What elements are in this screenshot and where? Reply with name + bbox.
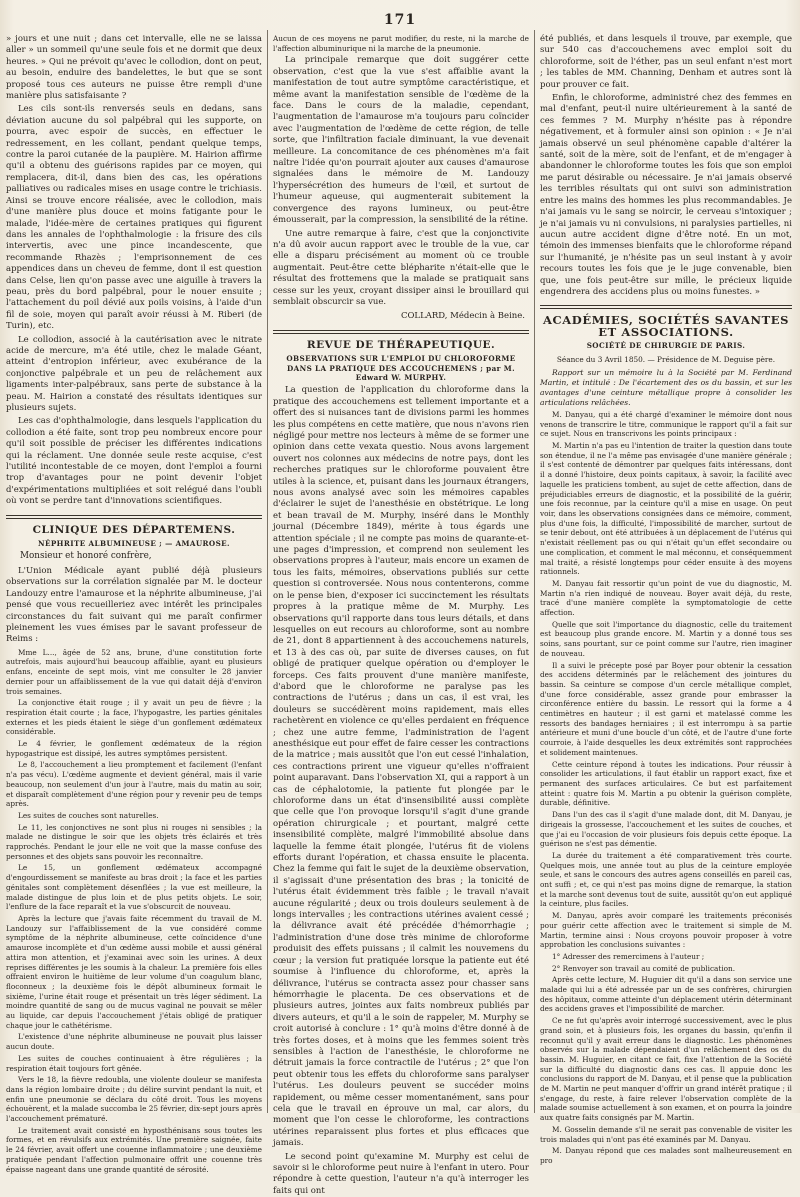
case-paragraph: Les suites de couches sont naturelles. — [18, 810, 159, 820]
paragraph: 2° Renvoyer son travail au comité de publication. — [552, 963, 736, 973]
paragraph: L'Union Médicale ayant publié déjà plusieurs observations sur la corrélation signalée par M. le docteur Landouzy entre l'amaurose et la néphrite albumineuse, j'ai pensé que vous recueilleriez avec intérêt les principales circonstances du fait suivant qui me paraît confirmer pleinement les vues émises par le savant professeur de Reims : — [6, 565, 262, 645]
case-paragraph: Mme L..., âgée de 52 ans, brune, d'une constitution forte autrefois, mais aujourd'hui beaucoup affaiblie, ayant eu plusieurs enfans, enceinte de sept mois, vint me consulter le 28 janvier dernier pour un affaiblissement de la vue qui datait déjà d'environ trois semaines. — [6, 647, 262, 696]
paragraph: Le collodion, associé à la cautérisation avec le nitrate acide de mercure, m'a été utile, chez le malade Géant, atteint d'entropion inférieur, avec exubérance de la conjonctive palpébrale et un peu de relâchement aux ligaments inter-palpébraux, sans perte de substance à la peau. M. Hairion a constaté des résultats identiques sur plusieurs sujets. — [6, 334, 262, 413]
column-1 — [6, 34, 262, 1174]
case-paragraph: Après la lecture que j'avais faite récemment du travail de M. Landouzy sur l'affaiblissement de la vue considéré comme symptôme de la néphrite albumineuse, cette coïncidence d'une amaurose incomplète et d'un œdème aussi mobile et aussi général attira mon attention, et j'examinai avec soin les urines. A deux reprises différentes je les soumis à la chaleur. La première fois elles offraient environ le huitième de leur volume d'un coagulum blanc, floconneux ; la deuxième fois le dépôt albumineux formait le sixième, l'urine était rouge et présentait un très léger sédiment. La moindre quantité de sang ou de mucus vaginal ne pouvait se mêler au liquide, car depuis l'accouchement j'étais obligé de pratiquer chaque jour le cathétérisme. — [6, 914, 262, 1030]
paragraph: Quelle que soit l'importance du diagnostic, celle du traitement est beaucoup plus grande encore. M. Martin y a donné tous ses soins, sans pourtant, sur ce point comme sur l'autre, rien imaginer de nouveau. — [540, 619, 792, 658]
section-divider — [540, 305, 792, 309]
paragraph: M. Danyau fait ressortir qu'un point de vue du diagnostic, M. Martin n'a rien indiqué de nouveau. Boyer avait déjà, du reste, tracé d'une manière complète la symptomatologie de cette affection. — [540, 578, 792, 618]
paragraph: M. Danyau, qui a été chargé d'examiner le mémoire dont nous venons de transcrire le titre, communique le rapport qu'il a fait sur ce sujet. Nous en transcrivons les points principaux : — [540, 409, 792, 439]
paragraph: Dans l'un des cas il s'agit d'une malade dont, dit M. Danyau, je dirigeais la grossesse, l'accouchement et les suites de couches, et que j'ai eu l'occasion de voir plusieurs fois depuis cette époque. La guérison ne s'est pas démentie. — [540, 810, 792, 849]
paragraph: Après cette lecture, M. Huguier dit qu'il a dans son service une malade qui lui a été adressée par un de ses confrères, chirurgien des hôpitaux, comme atteinte d'un déplacement utérin déterminant des accidens graves et l'impossibilité de marcher. — [540, 975, 792, 1014]
paragraph: La principale remarque que doit suggérer cette observation, c'est que la vue s'est affaiblie avant la manifestation de tout autre symptôme caractéristique, et même avant la manifestation sensible de l'œdème de la face. Dans le cours de la maladie, cependant, l'augmentation de l'amaurose m'a toujours paru coïncider avec l'augmentation de l'œdème de cette région, de telle sorte, que l'infiltration faciale diminuant, la vue devenait meilleure. La concomitance de ces phénomènes m'a fait naître l'idée qu'on pourrait ajouter aux causes d'amaurose signalées dans le mémoire de M. Landouzy l'hypersécrétion des humeurs de l'œil, et surtout de l'humeur aqueuse, qui augmenterait subitement la convergence des rayons lumineux, ou peut-être émousserait, par la compression, la sensibilité de la rétine. — [273, 55, 529, 226]
column-2 — [273, 34, 529, 1196]
paragraph: La durée du traitement a été comparativement très courte. Quelques mois, une année tout au plus de la ceinture employée seule, et sans le concours des autres agens conseillés en pareil cas, ont suffi ; et, ce qui n'est pas moins digne de remarque, la station et la marche sont devenus tout de suite, aussitôt qu'on eut appliqué la ceinture, plus faciles. — [540, 850, 792, 909]
revue-heading: REVUE DE THÉRAPEUTIQUE. — [306, 338, 496, 351]
paragraph: » jours et une nuit ; dans cet intervalle, elle ne se laissa aller » un sommeil qu'une seule fois et ne dormit que deux heures. » Qui ne prévoit qu'avec le collodion, dont on peut, au besoin, enduire des bandelettes, le but que se sont proposé tous ces auteurs ne puisse être rempli d'une manière plus satisfaisante ? — [6, 34, 262, 102]
case-paragraph: Le 11, les conjonctives ne sont plus ni rouges ni sensibles ; la malade ne distingue le soir que les objets très éclairés et très rapprochés. Pendant le jour elle ne voit que la masse confuse des personnes et des objets sans pouvoir les reconnaître. — [6, 822, 262, 861]
case-paragraph: Vers le 18, la fièvre redoubla, une violente douleur se manifesta dans la région lombaire droite ; du délire survint pendant la nuit, et enfin une pneumonie se déclara du côté droit. Tous les moyens échouèrent, et la malade succomba le 25 février, dix-sept jours après l'accouchement prématuré. — [6, 1075, 262, 1124]
case-paragraph: Les suites de couches continuaient à être régulières ; la respiration était toujours fort gênée. — [6, 1053, 262, 1073]
column-rule-2 — [534, 30, 535, 1113]
seance-line: Séance du 3 Avril 1850. — Présidence de M. Deguise père. — [556, 354, 776, 364]
academies-heading: ACADÉMIES, SOCIÉTÉS SAVANTES ET ASSOCIATIONS. — [542, 313, 790, 339]
signature: COLLARD, Médecin à Beine. — [400, 311, 525, 322]
paragraph: M. Martin n'a pas eu l'intention de traiter la question dans toute son étendue, il ne l'a même pas envisagée d'une manière générale ; il s'est contenté de démontrer par quelques faits intéressans, dont il a donné l'histoire, deux points capitaux, à savoir, la facilité avec laquelle les praticiens tombent, au sujet de cette affection, dans de préjudiciables erreurs de diagnostic, et la possibilité de la guérir, une fois reconnue, par la ceinture qu'il a mise en usage. On peut voir, dans les observations consignées dans ce mémoire, comment, plus d'une fois, la difficulté, l'impossibilité de marcher, surtout de se tenir debout, ont été attribuées à un déplacement de l'utérus qui n'existait réellement pas ou qui n'était qu'un effet secondaire ou une complication, et comment le mal méconnu, et conséquemment mal traité, a résisté longtemps pour céder ensuite à des moyens rationnels. — [540, 441, 792, 577]
paragraph: Une autre remarque à faire, c'est que la conjonctivite n'a dû avoir aucun rapport avec le trouble de la vue, car elle a disparu précisément au moment où ce trouble augmentait. Peut-être cette blépharite n'était-elle que le résultat des frottemens que la malade se pratiquait sans cesse sur les yeux, croyant dissiper ainsi le brouillard qui semblait obscurcir sa vue. — [273, 228, 529, 307]
paragraph: Cette ceinture répond à toutes les indications. Pour réussir à consolider les articulations, il faut établir un rapport exact, fixe et permanent des surfaces articulaires. Ce but est parfaitement atteint : quatre fois M. Martin a pu obtenir la guérison complète, durable, définitive. — [540, 759, 792, 808]
paragraph: Les cils sont-ils renversés seuls en dedans, sans déviation aucune du sol palpébral qui les supporte, on pourra, avec espoir de succès, en effectuer le redressement, en les collant, pendant quelque temps, contre la paroi cutanée de la paupière. M. Hairion affirme qu'il a obtenu des guérisons rapides par ce moyen, qui remplacera, dit-il, dans bien des cas, les opérations palliatives ou radicales mises en usage contre le trichiasis. Ainsi se trouve encore réalisée, avec le collodion, mais d'une manière plus douce et moins fatigante pour le malade, l'idée-mère de certaines pratiques qui figurent dans les annales de l'ophthalmologie : la frisure des cils intervertis, avec une pince incandescente, que recommande Rhazès ; l'emprisonnement de ces appendices dans un cheveu de femme, dont il est question dans Celse, lien qu'on passe avec une aiguille à travers la peau, près du bord palpébral, pour le nouer ensuite ; l'attachement du poil dévié aux poils voisins, à l'aide d'un fil de soie, moyen qui paraît avoir réussi à M. Riberi (de Turin), etc. — [6, 104, 262, 332]
paragraph: Ce ne fut qu'après avoir interrogé successivement, avec le plus grand soin, et à plusieurs fois, les organes du bassin, qu'enfin il reconnut qu'il y avait erreur dans le diagnostic. Les phénomènes observés sur la malade dépendaient d'un relâchement des os du bassin. M. Huguier, en citant ce fait, fixe l'attention de la Société sur la difficulté du diagnostic dans ces cas. Il appuie donc les conclusions du rapport de M. Danyau, et il pense que la publication de M. Martin ne peut manquer d'offrir un grand intérêt pratique ; il s'engage, du reste, à faire relever l'observation complète de la malade soumise actuellement à son examen, et on pourra la joindre aux quatre faits consignés par M. Martin. — [540, 1016, 792, 1123]
clinique-subheading: NÉPHRITE ALBUMINEUSE ; — AMAUROSE. — [38, 539, 230, 549]
paragraph: été publiés, et dans lesquels il trouve, par exemple, que sur 540 cas d'accouchemens avec emploi soit du chloroforme, soit de l'éther, pas un seul enfant n'est mort ; les tables de MM. Channing, Denham et autres sont là pour prouver ce fait. — [540, 34, 792, 90]
page-number: 171 — [383, 12, 417, 28]
column-3 — [540, 34, 792, 1165]
paragraph: Le second point qu'examine M. Murphy est celui de savoir si le chloroforme peut nuire à l'enfant in utero. Pour répondre à cette question, l'auteur n'a qu'à interroger les faits qui ont — [273, 1151, 529, 1196]
paragraph: 1° Adresser des remercimens à l'auteur ; — [552, 951, 705, 961]
section-divider — [273, 330, 529, 334]
case-paragraph: Le 15, un gonflement œdémateux accompagné d'engourdissement se manifeste au bras droit ; la face et les parties génitales sont complètement désenflées ; la vue est meilleure, la malade distingue de plus loin et de plus petits objets. Le soir, l'enflure de la face reparaît et la vue s'obscurcit de nouveau. — [6, 863, 262, 912]
paragraph: La question de l'application du chloroforme dans la pratique des accouchemens est tellement importante et a offert des si nuisances tant de divisions parmi les hommes les plus compétens en cette matière, que nous n'avons rien négligé pour mettre nos lecteurs à même de se former une opinion dans cette vexata questio. Nous avons largement ouvert nos colonnes aux médecins de notre pays, dont les recherches pratiques sur le chloroforme pouvaient être utiles à la science, et, puisant dans les journaux étrangers, nous avons analysé avec soin les mémoires capables d'éclairer le sujet de l'anesthésie en obstétrique. Le long et bean travail de M. Murphy, inséré dans le Monthly journal (Décembre 1849), mérite à tous égards une attention spéciale ; il ne compte pas moins de quarante-et-une pages d'impression, et comprend non seulement les observations propres à l'auteur, mais encore un examen de tous les faits, mémoires, observations publiés sur cette question si controversée. Nous nous contenterons, comme on le pense bien, d'exposer ici succinctement les résultats propres à la pratique même de M. Murphy. Les observations qu'il rapporte dans tous leurs détails, et dans lesquelles on eut recours au chloroforme, sont au nombre de 21, dont 8 appartiennent à des accouchemens naturels, et 13 à des cas où, par suite de diverses causes, on fut obligé de pratiquer quelque opération ou d'employer le forceps. Ces faits prouvent d'une manière manifeste, d'abord que le chloroforme ne paralyse pas les contractions de l'utérus ; dans un cas, il est vrai, les douleurs se succédèrent moins rapidement, mais elles rachetèrent en violence ce qu'elles perdaient en fréquence ; chez une autre femme, l'administration de l'agent anesthésique eut pour effet de faire cesser les contractions de la matrice ; mais aussitôt que l'on eut cessé l'inhalation, ces contractions prirent une vigueur qu'elles n'offraient point auparavant. Dans l'observation XI, qui a rapport à un cas de céphalotomie, la patiente fut plongée par le chloroforme dans un état d'insensibilité aussi complète que celle que l'on provoque lorsqu'il s'agit d'une grande opération chirurgicale ; et pourtant, malgré cette insensibilité complète, malgré l'immobilité absolue dans laquelle la femme était plongée, l'utérus fit de violens efforts durant l'opération, et chassa ensuite le placenta. Chez la femme qui fait le sujet de la deuxième observation, il s'agissait d'une présentation des bras ; la tonicité de l'utérus était évidemment très faible ; le travail n'avait aucune régularité ; deux ou trois douleurs seulement à de longs intervalles ; les contractions utérines avaient cessé ; la délivrance avait été précédée d'hémorrhagie ; l'administration d'une dose très minime de chloroforme produisit des effets puissans ; il calmit les nouvemens du cœur ; la version fut pratiquée lorsque la patiente eut été soumise à l'influence du chloroforme, et, après la délivrance, l'utérus se contracta assez pour chasser sans hémorrhagie le placenta. De ces observations et de plusieurs autres, jointes aux faits nombreux publiés par divers auteurs, et qu'il a le soin de rappeler, M. Murphy se croit autorisé à conclure : 1° qu'à moins d'être donné à de très fortes doses, et à moins que les femmes soient très sensibles à l'action de l'anesthésie, le chloroforme ne détruit jamais la force contractile de l'utérus ; 2° que l'on peut obtenir tous les effets du chloroforme sans paralyser l'utérus. Les douleurs peuvent se succéder moins rapidement, ou même cesser momentanément, sans pour cela que le travail en éprouve un mal, car alors, du moment que l'on cesse le chloroforme, les contractions utérines reparaissent plus fortes et plus efficaces que jamais. — [273, 385, 529, 1149]
paragraph: Il a suivi le précepte posé par Boyer pour obtenir la cessation des accidens déterminés par le relâchement des jointures du bassin. Sa ceinture se compose d'un cercle métallique complet, d'une force considérable, assez grande pour embrasser la circonférence entière du bassin. Le ressort qui la forme a 4 centimètres en hauteur ; il est garni et matelassé comme les ressorts des bandages herniaires ; il est interrompu à sa partie antérieure et muni d'une boucle d'un côté, et de l'autre d'une forte courroie, à l'aide desquelles les deux extrémités sont rapprochées et solidement maintenues. — [540, 660, 792, 757]
paragraph: M. Gosselin demande s'il ne serait pas convenable de visiter les trois malades qui n'ont pas été examinés par M. Danyau. — [540, 1124, 792, 1144]
case-paragraph: Le traitement avait consisté en hyposthénisans sous toutes les formes, et en révulsifs aux extrémités. Une première saignée, faite le 24 février, avait offert une couenne inflammatoire ; une deuxième pratiquée pendant l'affection pulmonaire offrit une couenne très épaisse nageant dans une grande quantité de sérosité. — [6, 1125, 262, 1174]
rapport-title: Rapport sur un mémoire lu à la Société par M. Ferdinand Martin, et intitulé : De l'écartement des os du bassin, et sur les avantages d'une ceinture métallique propre à consolider les articulations relâchées. — [540, 367, 792, 407]
column-rule-1 — [267, 30, 268, 1113]
paragraph: Aucun de ces moyens ne parut modifier, du reste, ni la marche de l'affection albuminurique ni la marche de la pneumonie. — [273, 34, 529, 53]
clinique-heading: CLINIQUE DES DÉPARTEMENS. — [32, 523, 236, 536]
case-paragraph: L'existence d'une néphrite albumineuse ne pouvait plus laisser aucun doute. — [6, 1032, 262, 1052]
case-paragraph: Le 8, l'accouchement a lieu promptement et facilement (l'enfant n'a pas vécu). L'œdème augmente et devient général, mais il varie beaucoup, non seulement d'un jour à l'autre, mais du matin au soir, et disparaît complètement d'une région pour y revenir peu de temps après. — [6, 760, 262, 809]
societe-heading: SOCIÉTÉ DE CHIRURGIE DE PARIS. — [586, 341, 746, 351]
paragraph: Les cas d'ophthalmologie, dans lesquels l'application du collodion a été faite, sont trop peu nombreux encore pour qu'il soit possible de préciser les différentes indications qui la réclament. Une donnée seule reste acquise, c'est l'utilité incontestable de ce moyen, dont l'emploi a fourni trop d'avantages pour ne point devenir l'objet d'expérimentations multipliées et soit relégué dans l'oubli où vont se perdre tant d'innovations scientifiques. — [6, 416, 262, 507]
case-paragraph: Le 4 février, le gonflement œdémateux de la région hypogastrique est dissipé, les autres symptômes persistent. — [6, 739, 262, 758]
paragraph: Enfin, le chloroforme, administré chez des femmes en mal d'enfant, peut-il nuire ultérieurement à la santé de ces femmes ? M. Murphy n'hésite pas à répondre négativement, et à formuler ainsi son opinion : « Je n'ai jamais observé un seul phénomène capable d'altérer la santé, soit de la mère, soit de l'enfant, et de m'engager à abandonner le chloroforme toutes les fois que son emploi me parut désirable ou nécessaire. Je n'ai jamais observé les terribles résultats qui ont suivi son administration entre les mains des hommes les plus recommandables. Je n'ai jamais vu le sang se noircir, le cerveau s'intoxiquer ; je n'ai jamais vu ni convulsions, ni paralysies partielles, ni aucun autre accident digne d'être noté. En un mot, témoin des immenses bienfaits que le chloroforme répand sur l'humanité, je n'hésite pas un seul instant à y avoir recours toutes les fois que je le juge convenable, bien que, une fois peut-être sur mille, le précieux liquide engendrera des accidens plus ou moins funestes. » — [540, 93, 792, 297]
paragraph: M. Danyau, après avoir comparé les traitements préconisés pour guérir cette affection avec le traitement si simple de M. Martin, termine ainsi : Nous croyons pouvoir proposer à votre approbation les conclusions suivantes : — [540, 911, 792, 950]
revue-subheading: OBSERVATIONS SUR L'EMPLOI DU CHLOROFORME DANS LA PRATIQUE DES ACCOUCHEMENS ; par M. Edward W. MURPHY. — [286, 354, 516, 382]
paragraph: M. Danyau répond que ces malades sont malheureusement en pro — [540, 1146, 792, 1165]
section-divider — [6, 515, 262, 519]
case-paragraph: La conjonctive était rouge ; il y avait un peu de fièvre ; la respiration était courte ; la face, l'hypogastre, les parties génitales externes et les pieds étaient le siège d'un gonflement œdémateux considérable. — [6, 698, 262, 737]
salutation: Monsieur et honoré confrère, — [20, 551, 152, 562]
